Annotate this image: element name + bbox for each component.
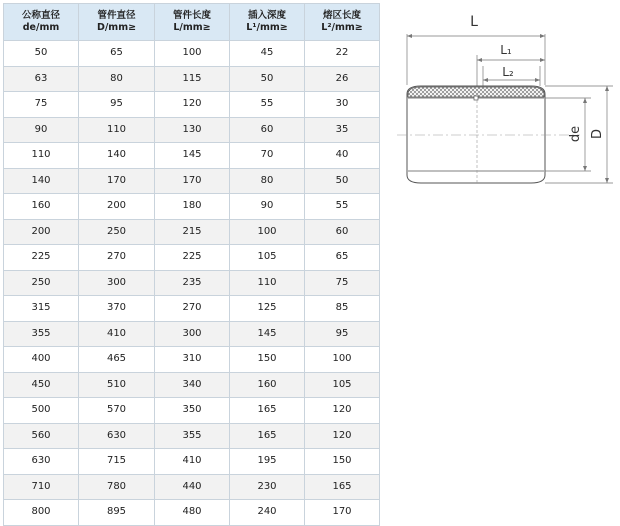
cell-fusion-length: 30 — [305, 92, 380, 118]
dim-l1-arrow-right — [540, 58, 545, 62]
cell-fusion-length: 35 — [305, 117, 380, 143]
cell-fitting-diameter: 465 — [79, 347, 155, 373]
table-row — [4, 474, 380, 500]
cell-insertion-depth: 50 — [230, 66, 305, 92]
header-fusion-length: 熔区长度 L²/mm≥ — [305, 4, 380, 41]
cell-nominal-diameter: 50 — [4, 41, 79, 67]
table-row — [4, 194, 380, 220]
table-row — [4, 347, 380, 373]
cell-nominal-diameter: 450 — [4, 372, 79, 398]
cell-fitting-length: 145 — [155, 143, 230, 169]
cell-nominal-diameter: 200 — [4, 219, 79, 245]
cell-fusion-length: 75 — [305, 270, 380, 296]
table-row — [4, 245, 380, 271]
cell-fitting-diameter: 895 — [79, 500, 155, 526]
cell-fitting-length: 115 — [155, 66, 230, 92]
cell-fitting-length: 310 — [155, 347, 230, 373]
cell-fitting-length: 350 — [155, 398, 230, 424]
cell-fitting-length: 170 — [155, 168, 230, 194]
cell-fitting-diameter: 140 — [79, 143, 155, 169]
header-insertion-depth: 插入深度 L¹/mm≥ — [230, 4, 305, 41]
cell-fitting-length: 235 — [155, 270, 230, 296]
cell-insertion-depth: 165 — [230, 398, 305, 424]
table-body — [4, 41, 380, 526]
dim-l2-arrow-left — [483, 78, 488, 82]
cell-fitting-length: 480 — [155, 500, 230, 526]
cell-fusion-length: 85 — [305, 296, 380, 322]
cell-fitting-length: 440 — [155, 474, 230, 500]
cell-nominal-diameter: 250 — [4, 270, 79, 296]
coupling-body — [407, 86, 545, 183]
dim-d-arrow-top — [605, 86, 609, 91]
cell-nominal-diameter: 355 — [4, 321, 79, 347]
cell-fusion-length: 150 — [305, 449, 380, 475]
table-row — [4, 321, 380, 347]
cell-insertion-depth: 240 — [230, 500, 305, 526]
table-row — [4, 500, 380, 526]
cell-fitting-diameter: 370 — [79, 296, 155, 322]
cell-fitting-diameter: 95 — [79, 92, 155, 118]
cell-fitting-length: 180 — [155, 194, 230, 220]
dim-l1-arrow-left — [477, 58, 482, 62]
cell-fusion-length: 50 — [305, 168, 380, 194]
cell-insertion-depth: 90 — [230, 194, 305, 220]
cell-fitting-diameter: 65 — [79, 41, 155, 67]
cell-fitting-length: 130 — [155, 117, 230, 143]
table-row — [4, 372, 380, 398]
cell-nominal-diameter: 710 — [4, 474, 79, 500]
cell-fitting-diameter: 80 — [79, 66, 155, 92]
fusion-zone-hatch — [408, 87, 544, 97]
cell-fusion-length: 120 — [305, 398, 380, 424]
cell-insertion-depth: 125 — [230, 296, 305, 322]
cell-fitting-diameter: 250 — [79, 219, 155, 245]
cell-nominal-diameter: 315 — [4, 296, 79, 322]
dim-de-arrow-top — [583, 98, 587, 103]
header-fitting-length: 管件长度 L/mm≥ — [155, 4, 230, 41]
table-row — [4, 168, 380, 194]
cell-nominal-diameter: 75 — [4, 92, 79, 118]
cell-nominal-diameter: 400 — [4, 347, 79, 373]
cell-fitting-length: 120 — [155, 92, 230, 118]
cell-insertion-depth: 230 — [230, 474, 305, 500]
table-row — [4, 449, 380, 475]
cell-insertion-depth: 55 — [230, 92, 305, 118]
terminal-pin — [474, 96, 478, 100]
dim-l2-arrow-right — [535, 78, 540, 82]
dim-de-arrow-bottom — [583, 166, 587, 171]
cell-fitting-diameter: 715 — [79, 449, 155, 475]
cell-insertion-depth: 105 — [230, 245, 305, 271]
cell-nominal-diameter: 110 — [4, 143, 79, 169]
dim-d-arrow-bottom — [605, 178, 609, 183]
cell-nominal-diameter: 560 — [4, 423, 79, 449]
table-row — [4, 41, 380, 67]
cell-insertion-depth: 70 — [230, 143, 305, 169]
cell-fitting-length: 300 — [155, 321, 230, 347]
label-l1: L₁ — [500, 43, 512, 57]
cell-fusion-length: 26 — [305, 66, 380, 92]
cell-insertion-depth: 80 — [230, 168, 305, 194]
label-l: L — [470, 14, 478, 30]
dim-l-arrow-left — [407, 34, 412, 38]
cell-fitting-length: 225 — [155, 245, 230, 271]
table-row — [4, 66, 380, 92]
cell-insertion-depth: 150 — [230, 347, 305, 373]
cell-insertion-depth: 60 — [230, 117, 305, 143]
cell-fitting-diameter: 170 — [79, 168, 155, 194]
label-de: de — [568, 125, 583, 143]
cell-fusion-length: 105 — [305, 372, 380, 398]
cell-nominal-diameter: 500 — [4, 398, 79, 424]
cell-fitting-diameter: 300 — [79, 270, 155, 296]
cell-insertion-depth: 160 — [230, 372, 305, 398]
cell-insertion-depth: 100 — [230, 219, 305, 245]
cell-insertion-depth: 110 — [230, 270, 305, 296]
spec-table — [3, 3, 380, 526]
cell-fitting-diameter: 570 — [79, 398, 155, 424]
cell-nominal-diameter: 63 — [4, 66, 79, 92]
cell-insertion-depth: 195 — [230, 449, 305, 475]
table-row — [4, 219, 380, 245]
cell-fusion-length: 120 — [305, 423, 380, 449]
cell-fitting-length: 340 — [155, 372, 230, 398]
cell-insertion-depth: 45 — [230, 41, 305, 67]
cell-fusion-length: 170 — [305, 500, 380, 526]
header-nominal-diameter: 公称直径 de/mm — [4, 4, 79, 41]
cell-nominal-diameter: 160 — [4, 194, 79, 220]
cell-fitting-length: 355 — [155, 423, 230, 449]
cell-fitting-diameter: 200 — [79, 194, 155, 220]
coupling-diagram — [395, 0, 620, 200]
table-row — [4, 398, 380, 424]
cell-fitting-diameter: 110 — [79, 117, 155, 143]
cell-nominal-diameter: 630 — [4, 449, 79, 475]
cell-nominal-diameter: 90 — [4, 117, 79, 143]
cell-nominal-diameter: 800 — [4, 500, 79, 526]
cell-fusion-length: 65 — [305, 245, 380, 271]
table-row — [4, 296, 380, 322]
cell-fitting-diameter: 780 — [79, 474, 155, 500]
label-d: D — [590, 128, 605, 140]
cell-nominal-diameter: 140 — [4, 168, 79, 194]
cell-fitting-length: 410 — [155, 449, 230, 475]
cell-fitting-length: 215 — [155, 219, 230, 245]
cell-fusion-length: 165 — [305, 474, 380, 500]
table-row — [4, 92, 380, 118]
cell-fusion-length: 22 — [305, 41, 380, 67]
cell-insertion-depth: 165 — [230, 423, 305, 449]
cell-fusion-length: 60 — [305, 219, 380, 245]
cell-fusion-length: 55 — [305, 194, 380, 220]
cell-insertion-depth: 145 — [230, 321, 305, 347]
label-l2: L₂ — [502, 65, 514, 79]
cell-fusion-length: 100 — [305, 347, 380, 373]
dim-l-arrow-right — [540, 34, 545, 38]
table-header-row — [4, 4, 380, 41]
cell-fitting-diameter: 510 — [79, 372, 155, 398]
cell-fusion-length: 40 — [305, 143, 380, 169]
header-fitting-diameter: 管件直径 D/mm≥ — [79, 4, 155, 41]
table-row — [4, 143, 380, 169]
cell-fusion-length: 95 — [305, 321, 380, 347]
table-row — [4, 117, 380, 143]
cell-fitting-diameter: 270 — [79, 245, 155, 271]
cell-nominal-diameter: 225 — [4, 245, 79, 271]
cell-fitting-length: 270 — [155, 296, 230, 322]
cell-fitting-length: 100 — [155, 41, 230, 67]
cell-fitting-diameter: 630 — [79, 423, 155, 449]
cell-fitting-diameter: 410 — [79, 321, 155, 347]
table-row — [4, 270, 380, 296]
table-row — [4, 423, 380, 449]
